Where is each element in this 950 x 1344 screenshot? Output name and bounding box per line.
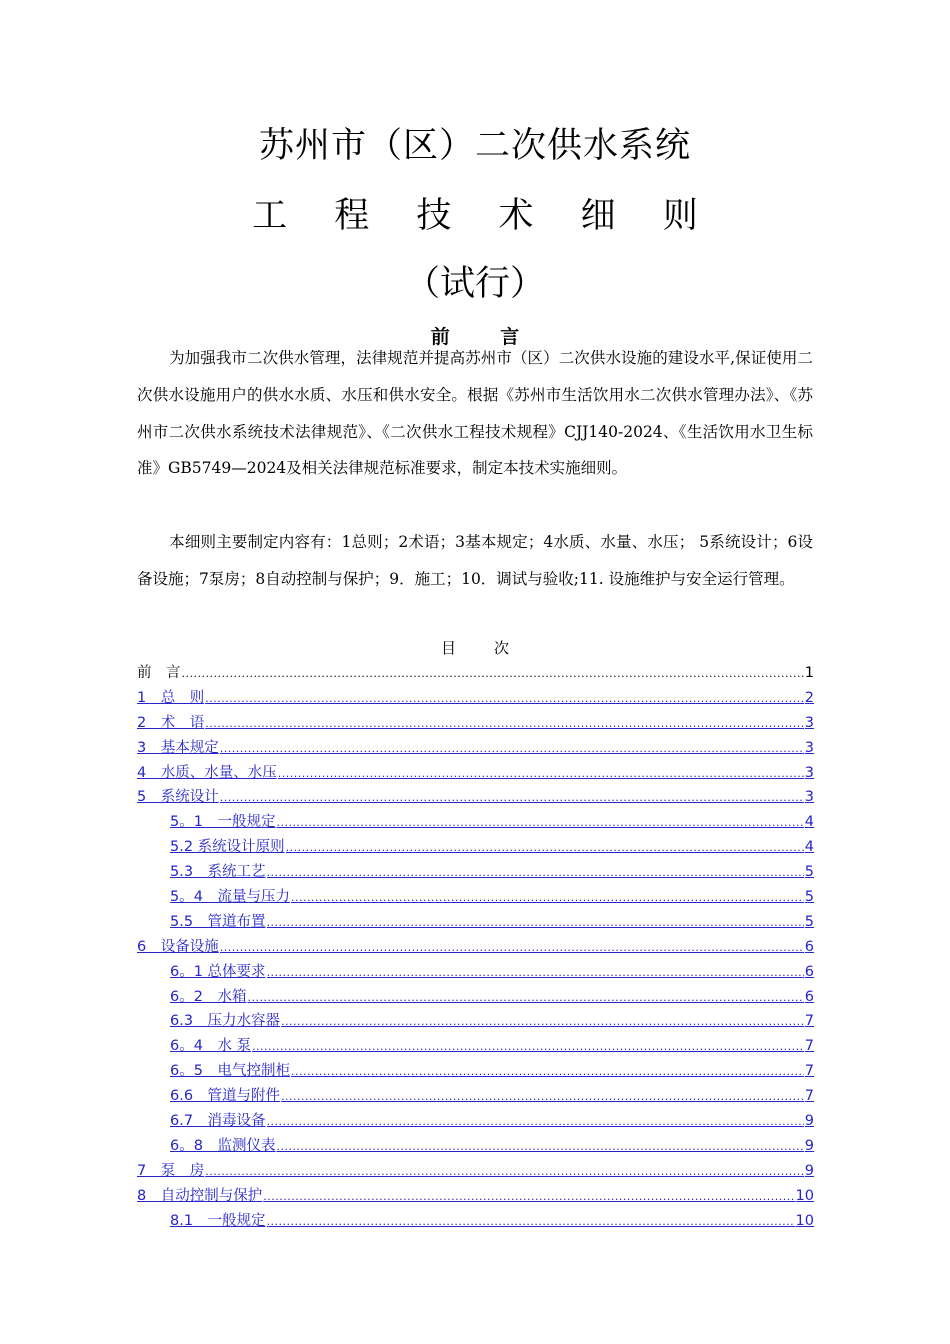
toc-entry-page: 1 bbox=[804, 665, 814, 681]
toc-entry-page: 10 bbox=[795, 1212, 814, 1229]
table-of-contents bbox=[137, 661, 814, 1233]
toc-heading-char-1: 目 bbox=[440, 639, 456, 657]
toc-entry-label: 6。2 水箱 bbox=[170, 988, 247, 1005]
toc-entry[interactable] bbox=[137, 960, 814, 985]
toc-heading-char-2: 次 bbox=[494, 639, 510, 657]
toc-dot-leader bbox=[247, 986, 803, 1011]
toc-dot-leader bbox=[286, 836, 804, 861]
toc-entry-page: 2 bbox=[804, 689, 814, 706]
toc-entry[interactable] bbox=[137, 686, 814, 711]
toc-entry-page: 6 bbox=[804, 988, 814, 1005]
toc-entry[interactable] bbox=[137, 1084, 814, 1109]
toc-entry-page: 3 bbox=[804, 739, 814, 756]
toc-entry-label: 5.5 管道布置 bbox=[170, 913, 266, 930]
toc-entry-page: 7 bbox=[804, 1063, 814, 1080]
toc-entry-page: 9 bbox=[804, 1162, 814, 1179]
toc-entry-label: 前 言 bbox=[137, 665, 181, 681]
toc-entry-label: 5。4 流量与压力 bbox=[170, 889, 290, 906]
toc-dot-leader bbox=[267, 911, 804, 936]
toc-dot-leader bbox=[205, 712, 804, 737]
toc-entry-label: 6。5 电气控制柜 bbox=[170, 1063, 290, 1080]
toc-dot-leader bbox=[220, 936, 804, 961]
toc-entry[interactable] bbox=[137, 711, 814, 736]
toc-entry-label: 6.6 管道与附件 bbox=[170, 1088, 281, 1105]
toc-entry[interactable] bbox=[137, 1184, 814, 1209]
toc-entry[interactable] bbox=[137, 1009, 814, 1034]
preface-paragraph-1-text: 为加强我市二次供水管理，法律规范并提高苏州市（区）二次供水设施的建设水平,保证使用二次供水设施用户的供水水质、水压和供水安全。根据《苏州市生活饮用水二次供水管理办法》、《苏州市二次供水系统技术法律规范》、《二次供水工程技术规程》CJJ140-2024、《生活饮用水卫生标准》GB5749—2024及相关法律规范标准要求，制定本技术实施细则。 bbox=[137, 349, 813, 478]
document-title-line2: 工 程 技 术 细 则 bbox=[252, 196, 716, 236]
toc-entry[interactable] bbox=[137, 885, 814, 910]
document-title-line3: （试行） bbox=[404, 264, 545, 304]
toc-dot-leader bbox=[276, 1135, 803, 1160]
preface-paragraph-2-text: 本细则主要制定内容有：1总则；2术语；3基本规定；4水质、水量、水压； 5系统设计；6设备设施；7泵房；8自动控制与保护；9．施工；10．调试与验收;11. 设施维护与安全运行管理。 bbox=[137, 533, 813, 588]
toc-entry-page: 9 bbox=[804, 1137, 814, 1154]
toc-entry-label: 6.7 消毒设备 bbox=[170, 1113, 266, 1130]
toc-entry[interactable] bbox=[137, 1059, 814, 1084]
toc-entry-label: 1 总 则 bbox=[137, 689, 205, 706]
toc-entry[interactable] bbox=[137, 761, 814, 786]
toc-entry-page: 7 bbox=[804, 1013, 814, 1030]
toc-entry[interactable] bbox=[137, 1109, 814, 1134]
toc-entry[interactable] bbox=[137, 1134, 814, 1159]
preface-paragraph-1 bbox=[137, 340, 813, 487]
toc-entry-label: 5 系统设计 bbox=[137, 789, 219, 806]
toc-dot-leader bbox=[252, 1035, 804, 1060]
toc-entry-page: 3 bbox=[804, 764, 814, 781]
toc-entry[interactable] bbox=[137, 1209, 814, 1234]
toc-entry-page: 5 bbox=[804, 864, 814, 881]
preface-paragraph-2 bbox=[137, 524, 813, 598]
toc-entry[interactable] bbox=[137, 935, 814, 960]
toc-dot-leader bbox=[281, 1010, 804, 1035]
toc-entry-label: 5.3 系统工艺 bbox=[170, 864, 266, 881]
toc-dot-leader bbox=[220, 737, 804, 762]
toc-entry[interactable] bbox=[137, 860, 814, 885]
toc-entry[interactable] bbox=[137, 736, 814, 761]
toc-entry-label: 6.3 压力水容器 bbox=[170, 1013, 281, 1030]
toc-entry-label: 8.1 一般规定 bbox=[170, 1212, 266, 1229]
toc-entry-label: 8 自动控制与保护 bbox=[137, 1187, 263, 1204]
toc-dot-leader bbox=[220, 786, 804, 811]
toc-entry-page: 5 bbox=[804, 889, 814, 906]
toc-entry-label: 2 术 语 bbox=[137, 714, 205, 731]
toc-entry[interactable] bbox=[137, 810, 814, 835]
toc-entry-page: 3 bbox=[804, 714, 814, 731]
toc-entry-page: 6 bbox=[804, 963, 814, 980]
toc-entry-page: 7 bbox=[804, 1038, 814, 1055]
toc-entry[interactable] bbox=[137, 1159, 814, 1184]
toc-entry-page: 9 bbox=[804, 1113, 814, 1130]
toc-entry-label: 3 基本规定 bbox=[137, 739, 219, 756]
toc-entry-page: 10 bbox=[795, 1187, 814, 1204]
toc-entry-page: 4 bbox=[804, 839, 814, 856]
toc-entry[interactable] bbox=[137, 985, 814, 1010]
toc-entry-label: 4 水质、水量、水压 bbox=[137, 764, 277, 781]
toc-dot-leader bbox=[291, 886, 804, 911]
toc-dot-leader bbox=[281, 1085, 804, 1110]
toc-entry-label: 6。1 总体要求 bbox=[170, 963, 266, 980]
toc-entry[interactable] bbox=[137, 785, 814, 810]
toc-entry[interactable] bbox=[137, 1034, 814, 1059]
toc-entry-label: 6。4 水 泵 bbox=[170, 1038, 252, 1055]
toc-entry bbox=[137, 661, 814, 686]
toc-entry-label: 5。1 一般规定 bbox=[170, 814, 276, 831]
toc-entry-page: 3 bbox=[804, 789, 814, 806]
toc-entry-label: 7 泵 房 bbox=[137, 1162, 205, 1179]
toc-dot-leader bbox=[267, 961, 804, 986]
toc-entry[interactable] bbox=[137, 910, 814, 935]
toc-dot-leader bbox=[267, 1210, 795, 1235]
toc-heading bbox=[0, 637, 950, 658]
document-title-line1: 苏州市（区）二次供水系统 bbox=[258, 126, 691, 166]
toc-dot-leader bbox=[182, 662, 804, 687]
toc-dot-leader bbox=[267, 1110, 804, 1135]
toc-entry-page: 5 bbox=[804, 913, 814, 930]
toc-dot-leader bbox=[278, 762, 804, 787]
toc-dot-leader bbox=[291, 1060, 804, 1085]
toc-dot-leader bbox=[276, 811, 803, 836]
toc-dot-leader bbox=[205, 687, 804, 712]
toc-entry[interactable] bbox=[137, 835, 814, 860]
preface-heading: 前 言 bbox=[430, 326, 542, 348]
toc-entry-page: 4 bbox=[804, 814, 814, 831]
toc-entry-label: 5.2 系统设计原则 bbox=[170, 839, 285, 856]
toc-dot-leader bbox=[263, 1185, 794, 1210]
toc-entry-label: 6 设备设施 bbox=[137, 938, 219, 955]
toc-entry-page: 7 bbox=[804, 1088, 814, 1105]
toc-dot-leader bbox=[205, 1160, 804, 1185]
toc-entry-label: 6。8 监测仪表 bbox=[170, 1137, 276, 1154]
toc-dot-leader bbox=[267, 861, 804, 886]
toc-entry-page: 6 bbox=[804, 938, 814, 955]
